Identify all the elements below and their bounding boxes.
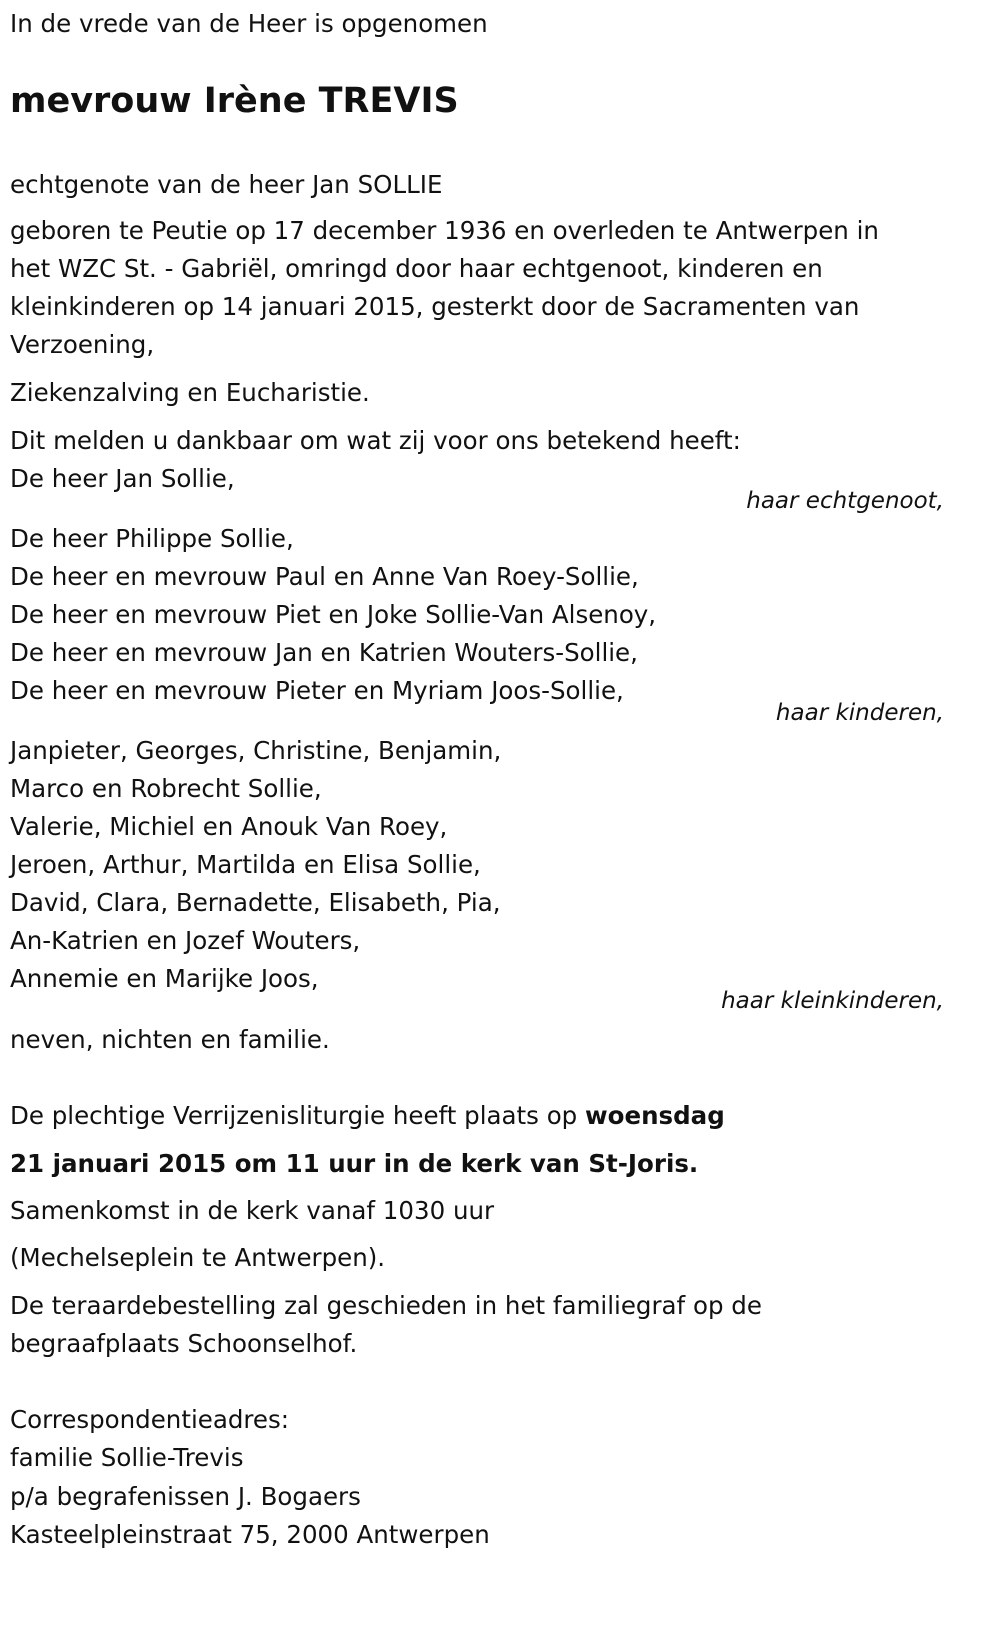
birth-death-line-4: Verzoening, bbox=[10, 330, 155, 359]
grandchildren-line-3: Valerie, Michiel en Anouk Van Roey, bbox=[10, 812, 448, 841]
service-line-1 bbox=[10, 1096, 725, 1136]
child-name-5: De heer en mevrouw Pieter en Myriam Joos-Sollie, bbox=[10, 676, 624, 705]
birth-death-line-3: kleinkinderen op 14 januari 2015, gesterkt door de Sacramenten van bbox=[10, 292, 860, 321]
extended-family-line: neven, nichten en familie. bbox=[10, 1025, 330, 1054]
correspondence-heading: Correspondentieadres: bbox=[10, 1405, 290, 1434]
grandchildren-line-6: An-Katrien en Jozef Wouters, bbox=[10, 926, 361, 955]
intro-line: In de vrede van de Heer is opgenomen bbox=[10, 9, 488, 38]
service-date-time-place: 21 januari 2015 om 11 uur in de kerk van St-Joris. bbox=[10, 1149, 699, 1178]
spouse-role: haar echtgenoot, bbox=[746, 488, 944, 514]
deceased-name: mevrouw Irène TREVIS bbox=[10, 81, 459, 121]
service-line-1-prefix: De plechtige Verrijzenisliturgie heeft plaats op bbox=[10, 1101, 586, 1130]
announcement-line: Dit melden u dankbaar om wat zij voor ons betekend heeft: bbox=[10, 426, 741, 455]
child-name-4: De heer en mevrouw Jan en Katrien Wouters-Sollie, bbox=[10, 638, 638, 667]
birth-death-line-1: geboren te Peutie op 17 december 1936 en overleden te Antwerpen in bbox=[10, 216, 879, 245]
burial-line-2: begraafplaats Schoonselhof. bbox=[10, 1329, 358, 1358]
grandchildren-role: haar kleinkinderen, bbox=[721, 988, 944, 1014]
grandchildren-line-1: Janpieter, Georges, Christine, Benjamin, bbox=[10, 736, 502, 765]
service-day: woensdag bbox=[585, 1101, 725, 1130]
child-name-2: De heer en mevrouw Paul en Anne Van Roey-Sollie, bbox=[10, 562, 639, 591]
birth-death-line-2: het WZC St. - Gabriël, omringd door haar echtgenoot, kinderen en bbox=[10, 254, 823, 283]
grandchildren-line-2: Marco en Robrecht Sollie, bbox=[10, 774, 322, 803]
children-role: haar kinderen, bbox=[775, 700, 944, 726]
correspondence-line-1: familie Sollie-Trevis bbox=[10, 1443, 244, 1472]
child-name-3: De heer en mevrouw Piet en Joke Sollie-Van Alsenoy, bbox=[10, 600, 657, 629]
grandchildren-line-4: Jeroen, Arthur, Martilda en Elisa Sollie, bbox=[10, 850, 481, 879]
spouse-line: echtgenote van de heer Jan SOLLIE bbox=[10, 170, 443, 199]
child-name-1: De heer Philippe Sollie, bbox=[10, 524, 294, 553]
location-line: (Mechelseplein te Antwerpen). bbox=[10, 1243, 386, 1272]
spouse-name: De heer Jan Sollie, bbox=[10, 464, 235, 493]
correspondence-line-3: Kasteelpleinstraat 75, 2000 Antwerpen bbox=[10, 1520, 490, 1549]
burial-line-1: De teraardebestelling zal geschieden in het familiegraf op de bbox=[10, 1291, 762, 1320]
sacraments-line: Ziekenzalving en Eucharistie. bbox=[10, 378, 370, 407]
correspondence-line-2: p/a begrafenissen J. Bogaers bbox=[10, 1482, 361, 1511]
grandchildren-line-7: Annemie en Marijke Joos, bbox=[10, 964, 319, 993]
grandchildren-line-5: David, Clara, Bernadette, Elisabeth, Pia, bbox=[10, 888, 501, 917]
gathering-line: Samenkomst in de kerk vanaf 1030 uur bbox=[10, 1196, 495, 1225]
